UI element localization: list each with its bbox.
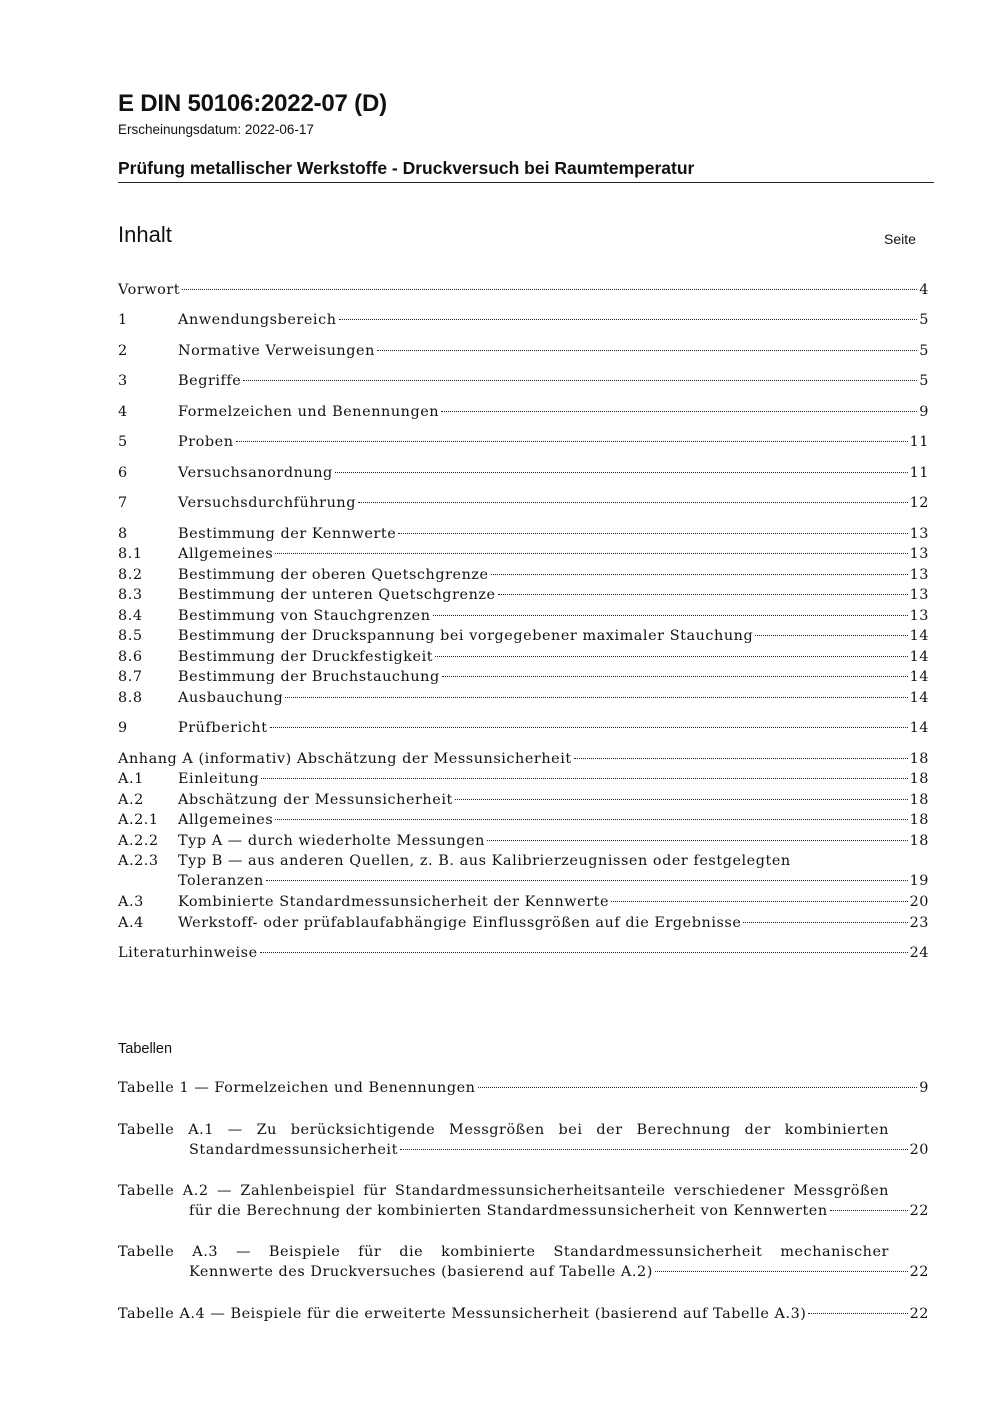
toc-page-number: 13: [909, 608, 929, 624]
dot-leader: [455, 799, 908, 800]
toc-heading: Inhalt: [118, 222, 172, 247]
toc-title: Versuchsdurchführung: [178, 495, 357, 511]
table-title: Tabelle A.4 — Beispiele für die erweiterte Messunsicherheit (basierend auf Tabelle A.3): [118, 1306, 807, 1322]
toc-number: 3: [118, 373, 128, 389]
toc-page-number: 18: [909, 771, 929, 787]
toc-line: [118, 810, 929, 830]
toc-entry[interactable]: [118, 544, 929, 564]
toc-entry[interactable]: [118, 667, 929, 687]
dot-leader: [285, 697, 907, 698]
dot-leader: [236, 441, 908, 442]
dot-leader: [433, 615, 908, 616]
toc-number: 8.7: [118, 669, 143, 685]
toc-entry[interactable]: [118, 769, 929, 789]
dot-leader: [275, 553, 907, 554]
toc-page-number: 19: [909, 873, 929, 889]
toc-number: 1: [118, 312, 128, 328]
toc-title: Vorwort: [118, 282, 181, 298]
table-entry-line: [118, 1140, 929, 1160]
toc-number: 9: [118, 720, 128, 736]
table-page-number: 20: [909, 1142, 929, 1158]
toc-number: A.1: [118, 771, 144, 787]
dot-leader: [611, 901, 908, 902]
toc-title: Anwendungsbereich: [178, 312, 337, 328]
toc-number: 8.4: [118, 608, 143, 624]
toc-page-number: 18: [909, 812, 929, 828]
toc-line: [118, 851, 929, 871]
toc-number: 8.1: [118, 546, 143, 562]
toc-entry[interactable]: [118, 432, 929, 452]
dot-leader: [655, 1271, 908, 1272]
dot-leader: [266, 880, 908, 881]
toc-line: [118, 718, 929, 738]
table-title: Tabelle 1 — Formelzeichen und Benennungen: [118, 1080, 476, 1096]
toc-page-number: 14: [909, 690, 929, 706]
table-entry[interactable]: [118, 1078, 929, 1098]
toc-title-continued: Toleranzen: [178, 873, 264, 889]
table-entry[interactable]: [118, 1304, 929, 1324]
dot-leader: [478, 1087, 918, 1088]
toc-entry[interactable]: [118, 585, 929, 605]
toc-line: [118, 749, 929, 769]
dot-leader: [275, 819, 907, 820]
dot-leader: [270, 727, 908, 728]
toc-title: Bestimmung der oberen Quetschgrenze: [178, 567, 489, 583]
dot-leader: [377, 350, 917, 351]
toc-entry[interactable]: [118, 280, 929, 300]
toc-entry[interactable]: [118, 463, 929, 483]
toc-line: [118, 310, 929, 330]
toc-number: A.2.3: [118, 853, 159, 869]
dot-leader: [335, 472, 908, 473]
table-page-number: 22: [909, 1306, 929, 1322]
dot-leader: [261, 778, 907, 779]
dot-leader: [808, 1313, 907, 1314]
toc-line: [118, 463, 929, 483]
toc-page-number: 14: [909, 720, 929, 736]
table-page-number: 22: [909, 1203, 929, 1219]
dot-leader: [243, 380, 917, 381]
toc-page-number: 18: [909, 751, 929, 767]
toc-page-number: 13: [909, 526, 929, 542]
table-title-continued: für die Berechnung der kombinierten Standardmessunsicherheit von Kennwerten: [189, 1203, 828, 1219]
dot-leader: [487, 840, 908, 841]
table-entry[interactable]: [118, 1120, 929, 1160]
toc-line: [118, 769, 929, 789]
toc-number: 8.6: [118, 649, 143, 665]
toc-page-number: 14: [909, 669, 929, 685]
dot-leader: [260, 952, 908, 953]
toc-entry[interactable]: [118, 892, 929, 912]
toc-entry[interactable]: [118, 565, 929, 585]
toc-line: [118, 943, 929, 963]
toc-title: Bestimmung der Druckspannung bei vorgegebener maximaler Stauchung: [178, 628, 754, 644]
table-entry-line: Tabelle A.3 — Beispiele für die kombinierte Standardmessunsicherheit mechanischer: [118, 1244, 889, 1260]
toc-number: 5: [118, 434, 128, 450]
toc-page-number: 14: [909, 649, 929, 665]
toc-line: [118, 585, 929, 605]
toc-title: Proben: [178, 434, 234, 450]
toc-line: [178, 871, 929, 891]
dot-leader: [358, 502, 908, 503]
toc-title: Normative Verweisungen: [178, 343, 375, 359]
toc-entry[interactable]: [118, 371, 929, 391]
dot-leader: [398, 533, 907, 534]
toc-entry[interactable]: [118, 790, 929, 810]
table-page-number: 22: [909, 1264, 929, 1280]
dot-leader: [755, 635, 907, 636]
toc-line: [118, 280, 929, 300]
toc-title: Bestimmung der Bruchstauchung: [178, 669, 440, 685]
toc-title: Bestimmung der Druckfestigkeit: [178, 649, 434, 665]
toc-line: [118, 371, 929, 391]
toc-number: A.2.1: [118, 812, 159, 828]
toc-line: [118, 606, 929, 626]
toc-number: 8: [118, 526, 128, 542]
toc-title: Bestimmung der Kennwerte: [178, 526, 397, 542]
toc-page-number: 18: [909, 833, 929, 849]
toc-entry[interactable]: [118, 402, 929, 422]
dot-leader: [435, 656, 908, 657]
toc-line: [118, 626, 929, 646]
toc-page-number: 5: [919, 343, 929, 359]
table-entry[interactable]: [118, 1181, 929, 1221]
dot-leader: [743, 922, 907, 923]
document-title: Prüfung metallischer Werkstoffe - Druckversuch bei Raumtemperatur: [118, 158, 934, 183]
toc-entry[interactable]: [118, 851, 929, 891]
toc-page-number: 14: [909, 628, 929, 644]
toc-title: Bestimmung von Stauchgrenzen: [178, 608, 431, 624]
toc-entry[interactable]: [118, 749, 929, 769]
dot-leader: [498, 594, 908, 595]
toc-entry[interactable]: [118, 493, 929, 513]
toc-entry[interactable]: [118, 606, 929, 626]
toc-line: [118, 565, 929, 585]
toc-line: [118, 647, 929, 667]
toc-title: Werkstoff- oder prüfablaufabhängige Einflussgrößen auf die Ergebnisse: [178, 915, 742, 931]
toc-number: A.3: [118, 894, 144, 910]
toc-line: [118, 493, 929, 513]
toc-line: [118, 892, 929, 912]
toc-entry[interactable]: [118, 943, 929, 963]
toc-page-number: 12: [909, 495, 929, 511]
dot-leader: [830, 1210, 908, 1211]
toc-page-number: 11: [909, 434, 929, 450]
toc-entry[interactable]: [118, 524, 929, 544]
toc-line: [118, 688, 929, 708]
toc-entry[interactable]: [118, 626, 929, 646]
toc-line: [118, 341, 929, 361]
table-entry-line: Tabelle A.2 — Zahlenbeispiel für Standardmessunsicherheitsanteile verschiedener Messgrößen: [118, 1183, 889, 1199]
dot-leader: [574, 758, 908, 759]
dot-leader: [491, 574, 908, 575]
toc-entry[interactable]: [118, 341, 929, 361]
table-title-continued: Kennwerte des Druckversuches (basierend auf Tabelle A.2): [189, 1264, 653, 1280]
table-entry-line: [118, 1201, 929, 1221]
toc-number: 8.2: [118, 567, 143, 583]
toc-page-number: 13: [909, 567, 929, 583]
table-entry-line: [118, 1262, 929, 1282]
toc-number: 8.8: [118, 690, 143, 706]
toc-number: 7: [118, 495, 128, 511]
toc-title: Kombinierte Standardmessunsicherheit der Kennwerte: [178, 894, 610, 910]
dot-leader: [400, 1149, 908, 1150]
dot-leader: [339, 319, 918, 320]
toc-number: 2: [118, 343, 128, 359]
table-title-continued: Standardmessunsicherheit: [189, 1142, 398, 1158]
toc-page-number: 9: [919, 404, 929, 420]
toc-title: Einleitung: [178, 771, 260, 787]
table-page-number: 9: [919, 1080, 929, 1096]
toc-page-number: 13: [909, 546, 929, 562]
toc-line: [118, 790, 929, 810]
toc-number: A.2.2: [118, 833, 159, 849]
toc-page-number: 4: [919, 282, 929, 298]
toc-number: 4: [118, 404, 128, 420]
tables-heading: Tabellen: [118, 1041, 173, 1057]
toc-entry[interactable]: [118, 913, 929, 933]
toc-title: Ausbauchung: [178, 690, 284, 706]
toc-page-number: 5: [919, 373, 929, 389]
table-entry[interactable]: [118, 1242, 929, 1282]
toc-line: [118, 544, 929, 564]
toc-line: [118, 432, 929, 452]
toc-title: Typ A — durch wiederholte Messungen: [178, 833, 485, 849]
toc-title: Versuchsanordnung: [178, 465, 333, 481]
toc-number: 8.3: [118, 587, 143, 603]
toc-entry[interactable]: [118, 810, 929, 830]
toc-entry[interactable]: [118, 718, 929, 738]
table-entry-line: [118, 1304, 929, 1324]
toc-page-number: 13: [909, 587, 929, 603]
toc-title: Anhang A (informativ) Abschätzung der Messunsicherheit: [118, 751, 572, 767]
toc-number: A.2: [118, 792, 144, 808]
toc-line: [118, 524, 929, 544]
toc-title: Literaturhinweise: [118, 945, 258, 961]
toc-number: A.4: [118, 915, 144, 931]
toc-title: Abschätzung der Messunsicherheit: [178, 792, 453, 808]
toc-page-number: 5: [919, 312, 929, 328]
toc-title: Allgemeines: [178, 812, 274, 828]
dot-leader: [182, 289, 917, 290]
toc-title: Typ B — aus anderen Quellen, z. B. aus Kalibrierzeugnissen oder festgelegten: [178, 853, 791, 869]
publication-date: Erscheinungsdatum: 2022-06-17: [118, 122, 314, 137]
toc-title: Begriffe: [178, 373, 242, 389]
toc-title: Prüfbericht: [178, 720, 268, 736]
toc-title: Allgemeines: [178, 546, 274, 562]
toc-entry[interactable]: [118, 310, 929, 330]
toc-number: 6: [118, 465, 128, 481]
table-entry-line: [118, 1078, 929, 1098]
toc-line: [118, 831, 929, 851]
toc-entry[interactable]: [118, 688, 929, 708]
document-code: E DIN 50106:2022-07 (D): [118, 90, 387, 117]
toc-title: Bestimmung der unteren Quetschgrenze: [178, 587, 496, 603]
toc-page-number: 11: [909, 465, 929, 481]
dot-leader: [442, 676, 908, 677]
toc-title: Formelzeichen und Benennungen: [178, 404, 440, 420]
toc-page-number: 18: [909, 792, 929, 808]
toc-number: 8.5: [118, 628, 143, 644]
toc-page-number: 24: [909, 945, 929, 961]
toc-entry[interactable]: [118, 647, 929, 667]
toc-page-number: 20: [909, 894, 929, 910]
toc-line: [118, 913, 929, 933]
table-entry-line: Tabelle A.1 — Zu berücksichtigende Messgrößen bei der Berechnung der kombinierten: [118, 1122, 889, 1138]
page-column-label: Seite: [884, 231, 916, 247]
toc-entry[interactable]: [118, 831, 929, 851]
toc-line: [118, 402, 929, 422]
toc-line: [118, 667, 929, 687]
toc-page-number: 23: [909, 915, 929, 931]
dot-leader: [441, 411, 917, 412]
